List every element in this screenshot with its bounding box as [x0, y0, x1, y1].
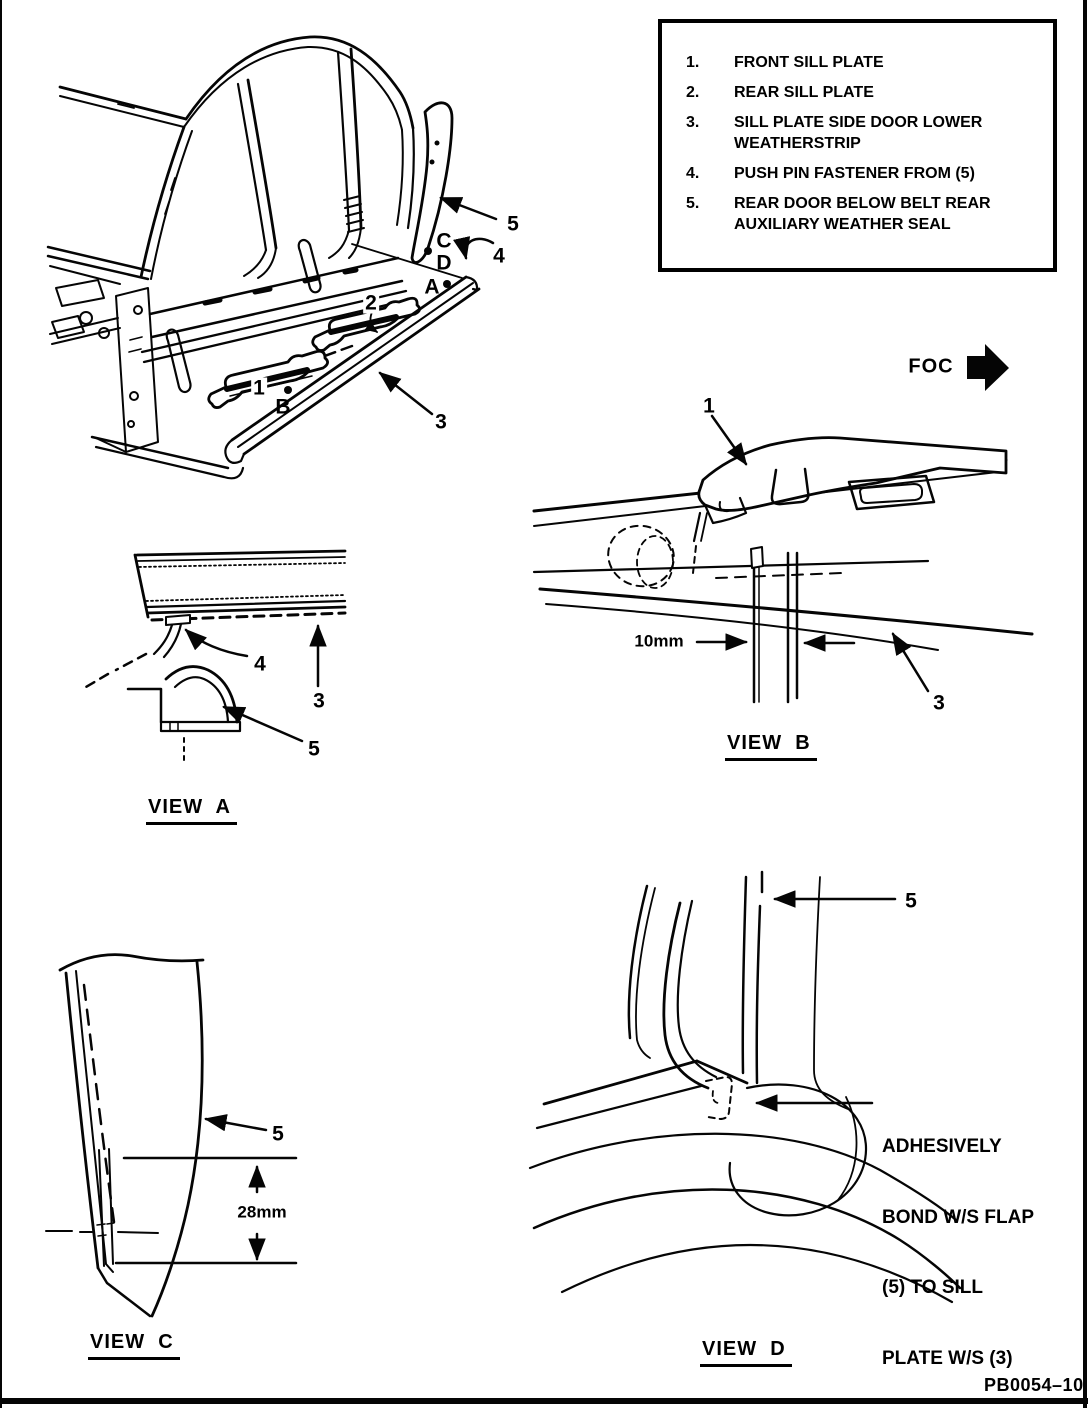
legend-item-text: REAR DOOR BELOW BELT REAR AUXILIARY WEATHER SEAL	[734, 195, 991, 233]
legend-item-text: FRONT SILL PLATE	[734, 54, 884, 71]
view-a-callout-3: 3	[313, 689, 325, 713]
view-b-callout-3: 3	[933, 691, 945, 715]
view-a-callout-5: 5	[308, 737, 320, 761]
legend-item-number: 1.	[686, 54, 700, 71]
point-label-c: C	[436, 229, 452, 253]
view-a-art	[86, 551, 345, 762]
point-label-b: B	[275, 395, 291, 419]
legend-item	[686, 112, 1039, 154]
legend-item-number: 3.	[686, 114, 700, 131]
view-c-callout-5: 5	[272, 1122, 284, 1146]
note-line: BOND W/S FLAP	[882, 1206, 1034, 1228]
note-line: (5) TO SILL	[882, 1277, 983, 1298]
legend-box	[658, 19, 1057, 272]
view-b-callout-1: 1	[703, 394, 715, 418]
legend-item-number: 4.	[686, 165, 700, 182]
callout-3: 3	[435, 410, 447, 434]
legend-item-text: SILL PLATE SIDE DOOR LOWER WEATHERSTRIP	[734, 114, 983, 152]
callout-4: 4	[493, 244, 505, 268]
callout-5: 5	[507, 212, 519, 236]
main-diagram-art	[48, 37, 496, 478]
dimension-28mm: 28mm	[237, 1202, 287, 1222]
legend-item	[686, 52, 1039, 73]
view-a-title: VIEW A	[146, 797, 237, 825]
foc-label: FOC	[908, 355, 954, 378]
legend-item	[686, 163, 1039, 184]
drawing-number: PB0054–10	[984, 1375, 1084, 1395]
note-line: ADHESIVELY	[882, 1136, 1002, 1157]
legend-item-text: REAR SILL PLATE	[734, 84, 874, 101]
point-a-dot	[443, 280, 451, 288]
dimension-10mm: 10mm	[634, 631, 684, 651]
callout-2: 2	[365, 291, 377, 315]
point-b-dot	[284, 386, 292, 394]
point-c-dot	[424, 247, 432, 255]
view-d-callout-5: 5	[905, 889, 917, 913]
foc-direction-arrow	[967, 344, 1009, 391]
legend-item-number: 2.	[686, 84, 700, 101]
view-a-callout-4: 4	[254, 652, 266, 676]
legend-item-text: PUSH PIN FASTENER FROM (5)	[734, 165, 975, 182]
view-d-note	[882, 1088, 1072, 1408]
legend-item	[686, 82, 1039, 103]
view-b-art	[534, 416, 1032, 702]
legend-item-number: 5.	[686, 195, 700, 212]
view-c-art	[46, 955, 296, 1316]
callout-1: 1	[253, 376, 265, 400]
point-label-a: A	[424, 275, 440, 299]
note-line: PLATE W/S (3)	[882, 1347, 1013, 1369]
view-d-title: VIEW D	[700, 1339, 792, 1367]
cowl-detail	[50, 280, 158, 452]
point-label-d: D	[436, 251, 452, 275]
view-c-title: VIEW C	[88, 1332, 180, 1360]
view-b-title: VIEW B	[725, 733, 817, 761]
legend-item	[686, 193, 1039, 235]
